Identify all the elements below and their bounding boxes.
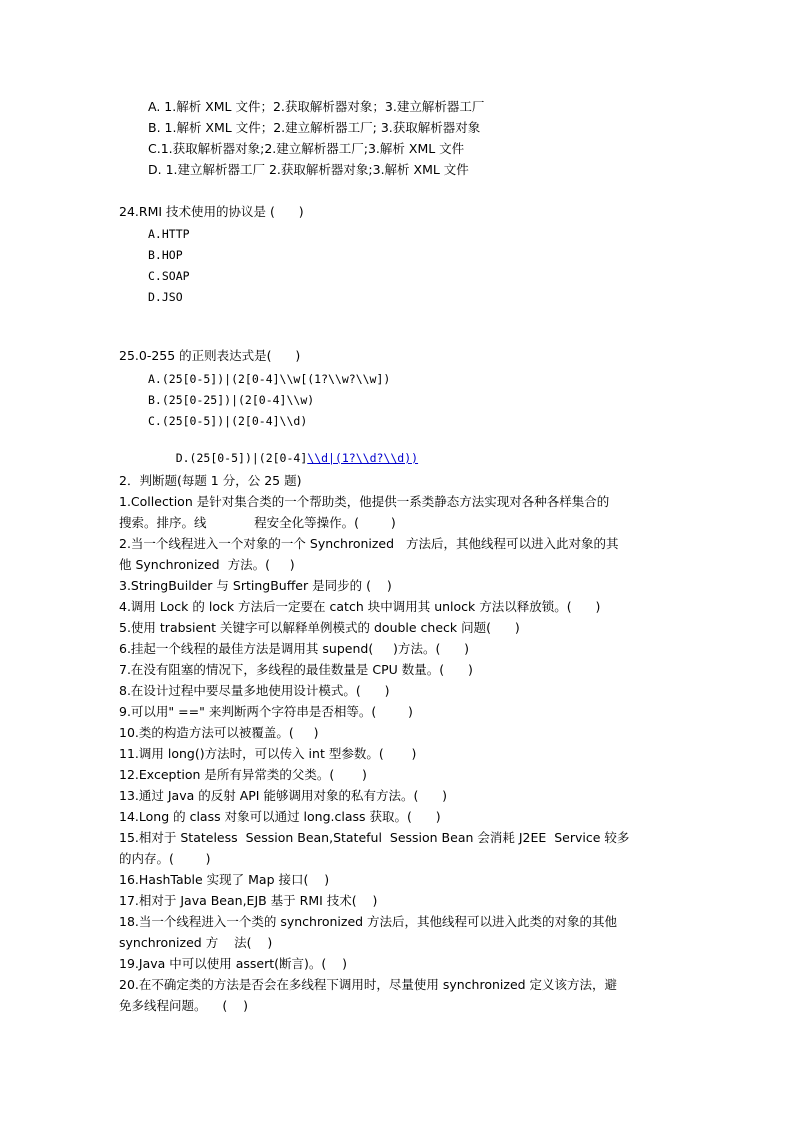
tf-line: 5.使用 trabsient 关键字可以解释单例模式的 double check 问题( ) (119, 620, 520, 635)
section2-heading: 2．判断题(每题 1 分，公 25 题) (119, 473, 302, 488)
tf-line: 16.HashTable 实现了 Map 接口( ) (119, 872, 330, 887)
tf-line: 3.StringBuilder 与 SrtingBuffer 是同步的 ( ) (119, 578, 392, 593)
tf-line: 10.类的构造方法可以被覆盖。( ) (119, 725, 319, 740)
tf-line: 13.通过 Java 的反射 API 能够调用对象的私有方法。( ) (119, 788, 448, 803)
tf-line: 20.在不确定类的方法是否会在多线程下调用时，尽量使用 synchronized 定义该方法，避 (119, 977, 618, 992)
q25-option-d-text: D.(25[0-5])|(2[0-4] (175, 451, 308, 465)
tf-line: 12.Exception 是所有异常类的父类。( ) (119, 767, 367, 782)
q24-option-a: A.HTTP (148, 227, 190, 241)
q23-option-b: B. 1.解析 XML 文件；2.建立解析器工厂; 3.获取解析器对象 (148, 120, 481, 135)
tf-line: 2.当一个线程进入一个对象的一个 Synchronized 方法后，其他线程可以进入此对象的其 (119, 536, 619, 551)
tf-line: 他 Synchronized 方法。( ) (119, 557, 295, 572)
q25-option-b: B.(25[0-25])|(2[0-4]\\w) (148, 393, 315, 407)
tf-line: 搜索。排序。线 程安全化等操作。( ) (119, 515, 396, 530)
q23-option-d: D. 1.建立解析器工厂 2.获取解析器对象;3.解析 XML 文件 (148, 162, 469, 177)
tf-line: 6.挂起一个线程的最佳方法是调用其 supend( )方法。( ) (119, 641, 470, 656)
tf-line: synchronized 方 法( ) (119, 935, 273, 950)
q23-option-a: A. 1.解析 XML 文件；2.获取解析器对象；3.建立解析器工厂 (148, 99, 485, 114)
q23-option-c: C.1.获取解析器对象;2.建立解析器工厂;3.解析 XML 文件 (148, 141, 465, 156)
tf-line: 9.可以用" ==" 来判断两个字符串是否相等。( ) (119, 704, 413, 719)
tf-line: 的内存。( ) (119, 851, 211, 866)
tf-line: 14.Long 的 class 对象可以通过 long.class 获取。( ) (119, 809, 441, 824)
q24-option-c: C.SOAP (148, 269, 190, 283)
q24-option-d: D.JSO (148, 290, 183, 304)
q25-question: 25.0-255 的正则表达式是( ) (119, 348, 301, 363)
tf-line: 7.在没有阻塞的情况下，多线程的最佳数量是 CPU 数量。( ) (119, 662, 473, 677)
tf-line: 1.Collection 是针对集合类的一个帮助类，他提供一系类静态方法实现对各种各样集合的 (119, 494, 610, 509)
q25-option-d-link[interactable]: \\d|(1?\\d?\\d)) (307, 451, 419, 465)
tf-line: 19.Java 中可以使用 assert(断言)。( ) (119, 956, 348, 971)
tf-line: 15.相对于 Stateless Session Bean,Stateful Session Bean 会消耗 J2EE Service 较多 (119, 830, 630, 845)
tf-line: 免多线程问题。 ( ) (119, 998, 249, 1013)
q25-option-a: A.(25[0-5])|(2[0-4]\\w[(1?\\w?\\w]) (148, 372, 391, 386)
q24-question: 24.RMI 技术使用的协议是 ( ) (119, 204, 304, 219)
tf-line: 8.在设计过程中要尽量多地使用设计模式。( ) (119, 683, 390, 698)
tf-line: 18.当一个线程进入一个类的 synchronized 方法后，其他线程可以进入此类的对象的其他 (119, 914, 618, 929)
tf-line: 4.调用 Lock 的 lock 方法后一定要在 catch 块中调用其 unlock 方法以释放锁。( ) (119, 599, 601, 614)
q24-option-b: B.HOP (148, 248, 183, 262)
q25-option-c: C.(25[0-5])|(2[0-4]\\d) (148, 414, 308, 428)
q25-option-d (148, 434, 419, 465)
tf-line: 11.调用 long()方法时，可以传入 int 型参数。( ) (119, 746, 417, 761)
tf-line: 17.相对于 Java Bean,EJB 基于 RMI 技术( ) (119, 893, 378, 908)
